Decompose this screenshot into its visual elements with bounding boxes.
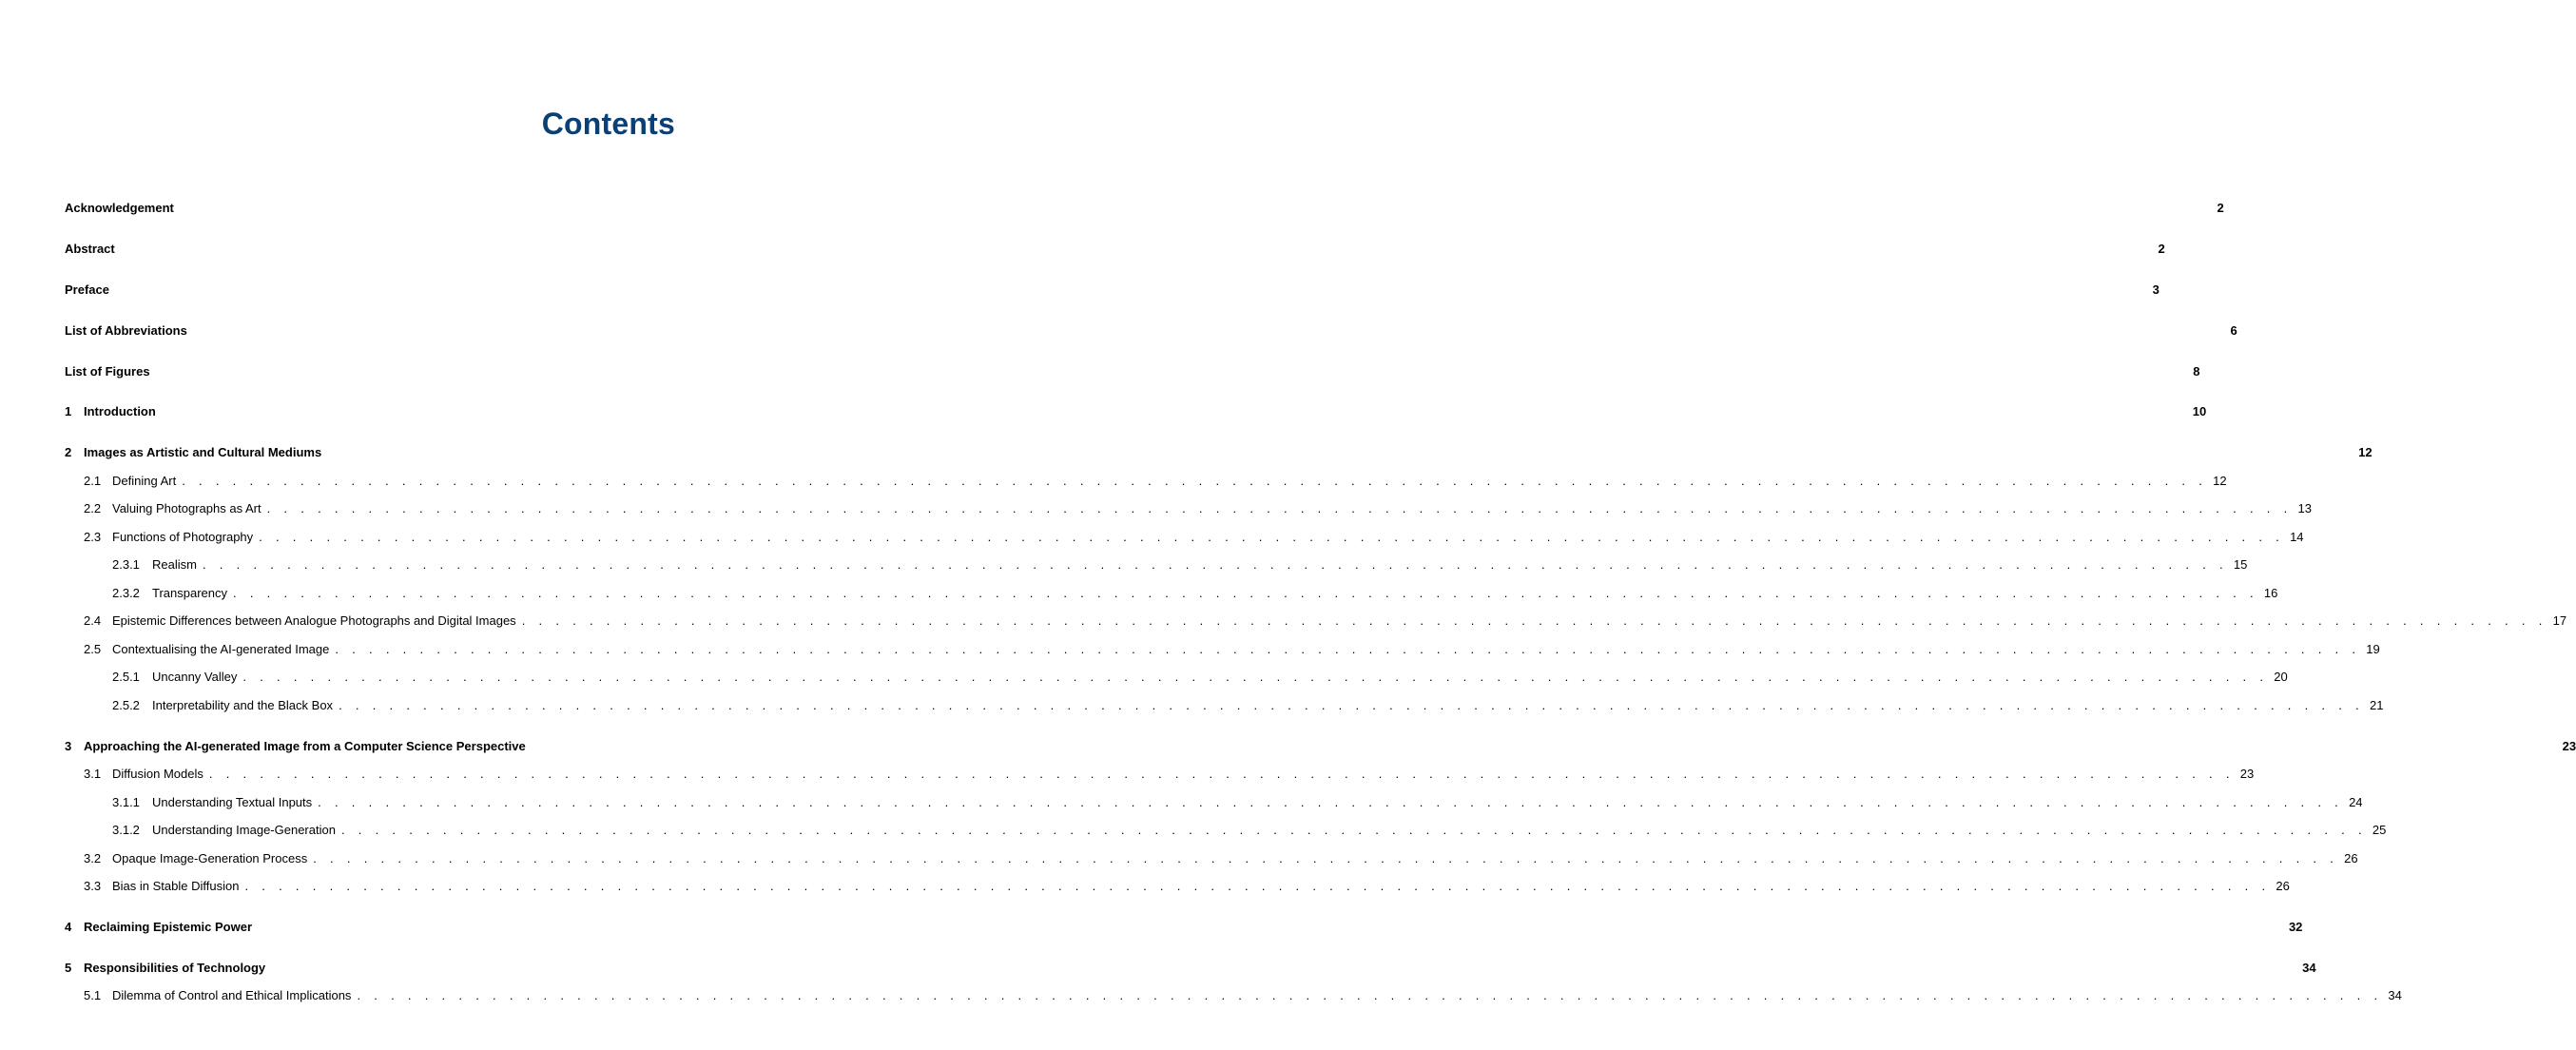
toc-entry-page-number: 6 <box>2230 323 2237 338</box>
toc-dot-leader: . . . . . . . . . . . . . . . . . . . . . . . . . . . . . . . . . . . . . . . . . . . . . . . . . . . . . . . . . . . . . . . . . . . . . . . . . . . . . . . . . . . . . . . . . . . . . . . . . . . . . . . . . . . . . . . . . . . . . . . . <box>313 851 2339 865</box>
toc-entry-page-number: 34 <box>2388 988 2402 1002</box>
toc-entry-page-number: 2 <box>2158 242 2165 256</box>
toc-chapter-entry[interactable] <box>0 443 2373 462</box>
toc-entry-number: 2.3.1 <box>112 557 140 572</box>
toc-entry-page-number: 20 <box>2274 670 2288 684</box>
toc-entry-number: 2.4 <box>84 613 102 628</box>
toc-dot-leader: . . . . . . . . . . . . . . . . . . . . . . . . . . . . . . . . . . . . . . . . . . . . . . . . . . . . . . . . . . . . . . . . . . . . . . . . . . . . . . . . . . . . . . . . . . . . . . . . . . . . . . . . . . . . . . . . . . . . . . . . <box>335 642 2361 656</box>
toc-chapter-entry[interactable] <box>0 402 2207 421</box>
toc-entry-page-number: 2 <box>2217 201 2224 215</box>
toc-entry-title: Realism <box>152 557 197 572</box>
page-title: Contents <box>541 107 675 141</box>
toc-dot-leader: . . . . . . . . . . . . . . . . . . . . . . . . . . . . . . . . . . . . . . . . . . . . . . . . . . . . . . . . . . . . . . . . . . . . . . . . . . . . . . . . . . . . . . . . . . . . . . . . . . . . . . . . . . . . . . . . . . . . . . . . <box>233 586 2258 600</box>
toc-chapter-entry[interactable] <box>0 281 2160 300</box>
toc-entry-title: Responsibilities of Technology <box>84 961 266 975</box>
toc-entry-page-number: 24 <box>2349 795 2363 809</box>
toc-dot-leader: . . . . . . . . . . . . . . . . . . . . . . . . . . . . . . . . . . . . . . . . . . . . . . . . . . . . . . . . . . . . . . . . . . . . . . . . . . . . . . . . . . . . . . . . . . . . . . . . . . . . . . . . . . . . . . . . . . . . . . . . <box>242 670 2269 684</box>
toc-dot-leader: . . . . . . . . . . . . . . . . . . . . . . . . . . . . . . . . . . . . . . . . . . . . . . . . . . . . . . . . . . . . . . . . . . . . . . . . . . . . . . . . . . . . . . . . . . . . . . . . . . . . . . . . . . . . . . . . . . . . . . . . <box>208 767 2235 781</box>
toc-chapter-entry[interactable] <box>0 959 2316 978</box>
toc-dot-leader: . . . . . . . . . . . . . . . . . . . . . . . . . . . . . . . . . . . . . . . . . . . . . . . . . . . . . . . . . . . . . . . . . . . . . . . . . . . . . . . . . . . . . . . . . . . . . . . . . . . . . . . . . . . . . . . . . . . . . . . . <box>266 501 2293 515</box>
toc-entry-title: Epistemic Differences between Analogue Photographs and Digital Images <box>112 613 516 628</box>
toc-entry-page-number: 3 <box>2152 282 2160 297</box>
toc-entry-number: 2.1 <box>84 474 102 488</box>
toc-entry-page-number: 23 <box>2239 767 2255 781</box>
toc-entry-number: 2.3.2 <box>112 586 140 600</box>
toc-entry-number: 2.5 <box>84 642 102 656</box>
toc-section-entry[interactable] <box>0 793 2363 812</box>
toc-section-entry[interactable] <box>0 640 2380 659</box>
toc-section-entry[interactable] <box>0 696 2384 715</box>
toc-entry-page-number: 12 <box>2358 445 2373 459</box>
toc-entry-title: Approaching the AI-generated Image from a Computer Science Perspective <box>84 739 526 753</box>
toc-entry-title: Understanding Image-Generation <box>152 823 336 837</box>
toc-entry-page-number: 34 <box>2302 961 2316 975</box>
toc-entry-number: 3.1.1 <box>112 795 140 809</box>
toc-section-entry[interactable] <box>0 472 2227 491</box>
toc-entry-title: List of Abbreviations <box>65 323 187 338</box>
toc-dot-leader: . . . . . . . . . . . . . . . . . . . . . . . . . . . . . . . . . . . . . . . . . . . . . . . . . . . . . . . . . . . . . . . . . . . . . . . . . . . . . . . . . . . . . . . . . . . . . . . . . . . . . . . . . . . . . . . . . . . . . . . . <box>339 698 2364 712</box>
toc-entry-number: 4 <box>65 920 72 934</box>
toc-dot-leader: . . . . . . . . . . . . . . . . . . . . . . . . . . . . . . . . . . . . . . . . . . . . . . . . . . . . . . . . . . . . . . . . . . . . . . . . . . . . . . . . . . . . . . . . . . . . . . . . . . . . . . . . . . . . . . . . . . . . . . . . <box>521 613 2547 628</box>
toc-section-entry[interactable] <box>0 849 2358 868</box>
toc-entry-number: 3.1.2 <box>112 823 140 837</box>
toc-entry-page-number: 21 <box>2369 698 2384 712</box>
toc-entry-title: Reclaiming Epistemic Power <box>84 920 253 934</box>
toc-section-entry[interactable] <box>0 584 2278 603</box>
toc-section-entry[interactable] <box>0 668 2288 687</box>
toc-entry-title: Dilemma of Control and Ethical Implications <box>112 988 352 1002</box>
toc-entry-title: Introduction <box>84 404 156 418</box>
toc-dot-leader: . . . . . . . . . . . . . . . . . . . . . . . . . . . . . . . . . . . . . . . . . . . . . . . . . . . . . . . . . . . . . . . . . . . . . . . . . . . . . . . . . . . . . . . . . . . . . . . . . . . . . . . . . . . . . . . . . . . . . . . . <box>182 474 2208 488</box>
toc-entry-title: Transparency <box>152 586 227 600</box>
toc-entry-page-number: 17 <box>2552 613 2567 628</box>
toc-entry-title: Abstract <box>65 242 115 256</box>
toc-entry-number: 5.1 <box>84 988 102 1002</box>
toc-entry-title: Contextualising the AI-generated Image <box>112 642 330 656</box>
toc-entry-number: 2.3 <box>84 530 102 544</box>
toc-section-entry[interactable] <box>0 986 2402 1005</box>
toc-section-entry[interactable] <box>0 821 2387 840</box>
toc-chapter-entry[interactable] <box>0 362 2200 381</box>
toc-section-entry[interactable] <box>0 612 2567 631</box>
toc-chapter-entry[interactable] <box>0 737 2576 756</box>
toc-entry-title: Bias in Stable Diffusion <box>112 879 240 893</box>
toc-entry-number: 3.2 <box>84 851 102 865</box>
toc-entry-page-number: 19 <box>2366 642 2380 656</box>
toc-entry-title: Understanding Textual Inputs <box>152 795 313 809</box>
toc-chapter-entry[interactable] <box>0 918 2303 937</box>
toc-entry-page-number: 13 <box>2297 501 2312 515</box>
toc-entry-page-number: 32 <box>2288 920 2303 934</box>
toc-dot-leader: . . . . . . . . . . . . . . . . . . . . . . . . . . . . . . . . . . . . . . . . . . . . . . . . . . . . . . . . . . . . . . . . . . . . . . . . . . . . . . . . . . . . . . . . . . . . . . . . . . . . . . . . . . . . . . . . . . . . . . . . <box>202 557 2228 572</box>
toc-entry-page-number: 26 <box>2344 851 2358 865</box>
toc-entry-number: 5 <box>65 961 72 975</box>
toc-section-entry[interactable] <box>0 555 2248 574</box>
toc-entry-page-number: 14 <box>2290 530 2304 544</box>
toc-entry-number: 3 <box>65 739 72 753</box>
toc-entry-page-number: 8 <box>2193 364 2200 379</box>
toc-entry-page-number: 15 <box>2233 557 2248 572</box>
toc-entry-title: Opaque Image-Generation Process <box>112 851 308 865</box>
toc-entry-title: Preface <box>65 282 109 297</box>
toc-entry-page-number: 25 <box>2372 823 2387 837</box>
toc-entry-page-number: 10 <box>2192 404 2207 418</box>
toc-entry-title: List of Figures <box>65 364 150 379</box>
toc-entry-number: 2 <box>65 445 72 459</box>
toc-entry-number: 3.3 <box>84 879 102 893</box>
toc-entry-title: Uncanny Valley <box>152 670 238 684</box>
toc-entry-title: Valuing Photographs as Art <box>112 501 261 515</box>
toc-chapter-entry[interactable] <box>0 321 2237 340</box>
toc-entry-number: 3.1 <box>84 767 102 781</box>
toc-entry-title: Images as Artistic and Cultural Mediums <box>84 445 322 459</box>
toc-entry-title: Acknowledgement <box>65 201 174 215</box>
toc-entry-page-number: 26 <box>2276 879 2290 893</box>
toc-dot-leader: . . . . . . . . . . . . . . . . . . . . . . . . . . . . . . . . . . . . . . . . . . . . . . . . . . . . . . . . . . . . . . . . . . . . . . . . . . . . . . . . . . . . . . . . . . . . . . . . . . . . . . . . . . . . . . . . . . . . . . . . <box>357 988 2383 1002</box>
toc-dot-leader: . . . . . . . . . . . . . . . . . . . . . . . . . . . . . . . . . . . . . . . . . . . . . . . . . . . . . . . . . . . . . . . . . . . . . . . . . . . . . . . . . . . . . . . . . . . . . . . . . . . . . . . . . . . . . . . . . . . . . . . . <box>318 795 2344 809</box>
toc-entry-number: 2.5.2 <box>112 698 140 712</box>
toc-entry-title: Diffusion Models <box>112 767 203 781</box>
toc-section-entry[interactable] <box>0 499 2312 518</box>
toc-entry-number: 2.2 <box>84 501 102 515</box>
toc-entry-page-number: 16 <box>2263 586 2278 600</box>
toc-entry-title: Defining Art <box>112 474 177 488</box>
toc-entry-title: Interpretability and the Black Box <box>152 698 334 712</box>
toc-chapter-entry[interactable] <box>0 199 2224 218</box>
toc-section-entry[interactable] <box>0 765 2255 784</box>
toc-dot-leader: . . . . . . . . . . . . . . . . . . . . . . . . . . . . . . . . . . . . . . . . . . . . . . . . . . . . . . . . . . . . . . . . . . . . . . . . . . . . . . . . . . . . . . . . . . . . . . . . . . . . . . . . . . . . . . . . . . . . . . . . <box>244 879 2271 893</box>
toc-dot-leader: . . . . . . . . . . . . . . . . . . . . . . . . . . . . . . . . . . . . . . . . . . . . . . . . . . . . . . . . . . . . . . . . . . . . . . . . . . . . . . . . . . . . . . . . . . . . . . . . . . . . . . . . . . . . . . . . . . . . . . . . <box>340 823 2367 837</box>
toc-section-entry[interactable] <box>0 528 2304 547</box>
toc-dot-leader: . . . . . . . . . . . . . . . . . . . . . . . . . . . . . . . . . . . . . . . . . . . . . . . . . . . . . . . . . . . . . . . . . . . . . . . . . . . . . . . . . . . . . . . . . . . . . . . . . . . . . . . . . . . . . . . . . . . . . . . . <box>259 530 2285 544</box>
toc-section-entry[interactable] <box>0 877 2290 896</box>
toc-entry-page-number: 12 <box>2213 474 2227 488</box>
toc-entry-page-number: 23 <box>2562 739 2576 753</box>
toc-entry-number: 1 <box>65 404 72 418</box>
toc-entry-title: Functions of Photography <box>112 530 254 544</box>
toc-chapter-entry[interactable] <box>0 240 2165 259</box>
toc-entry-number: 2.5.1 <box>112 670 140 684</box>
